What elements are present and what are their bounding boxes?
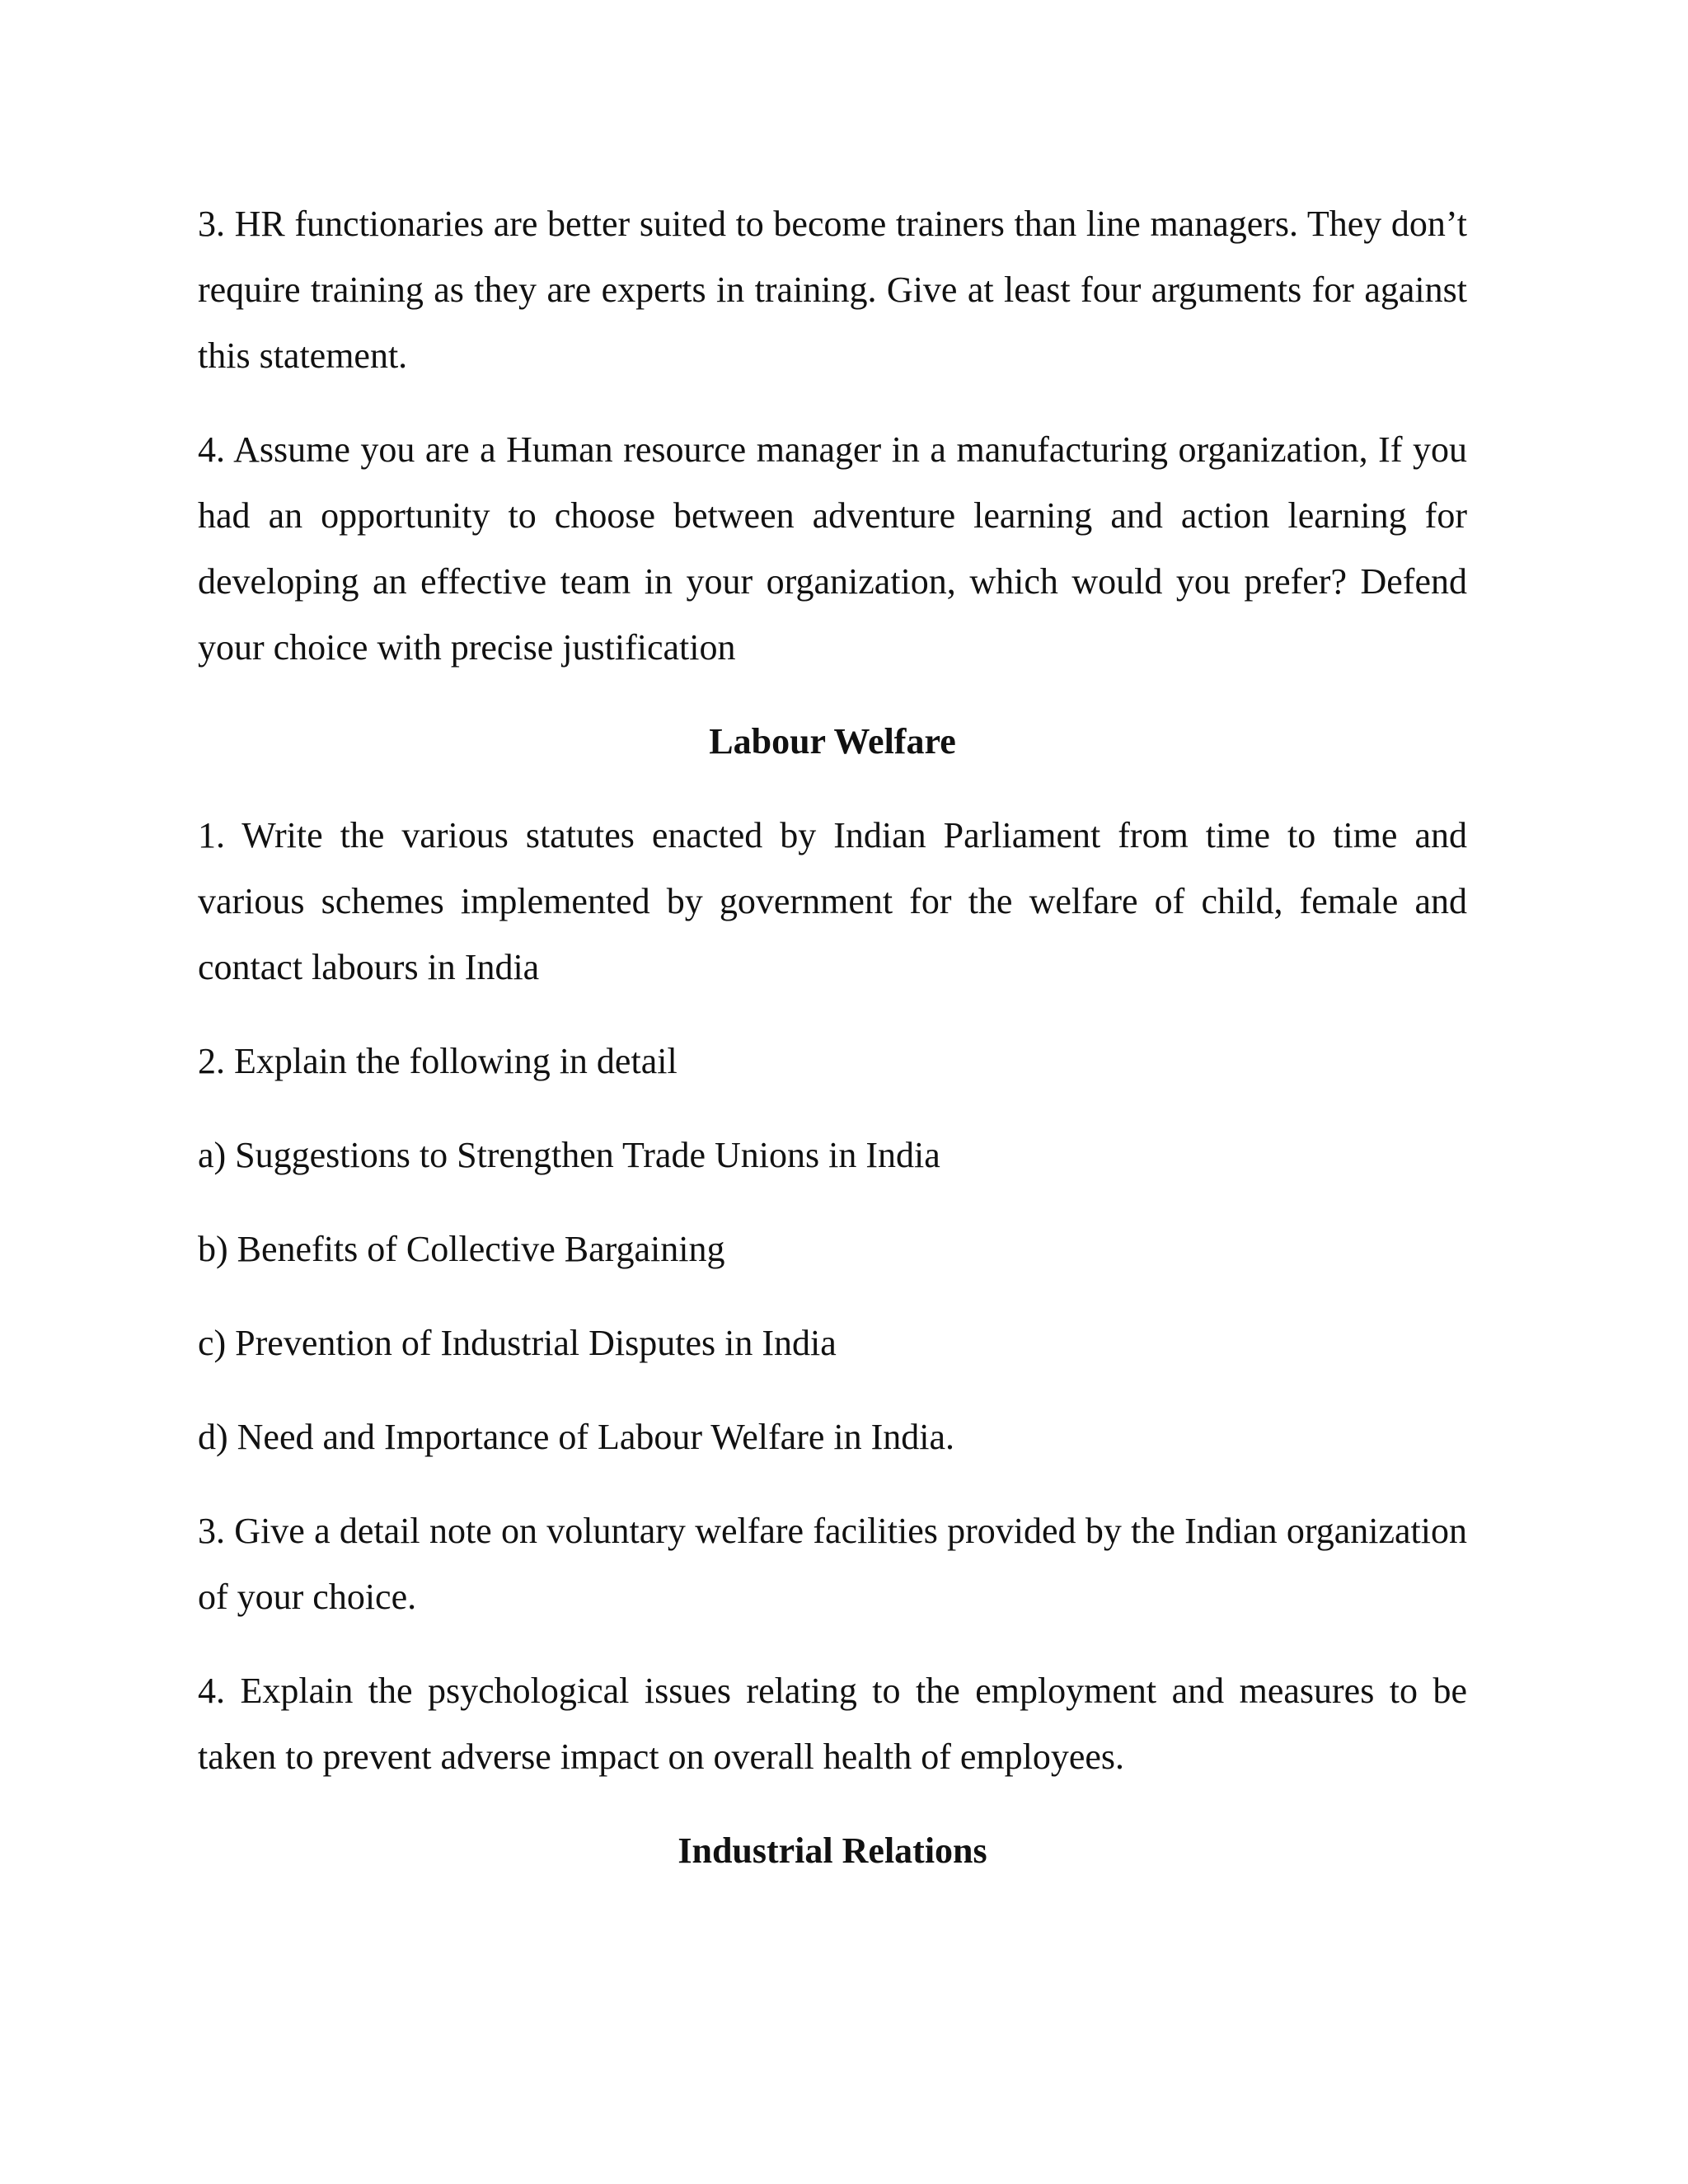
- labour-welfare-question-3: 3. Give a detail note on voluntary welfare facilities provided by the Indian organization of your choice.: [198, 1511, 1467, 1617]
- section-heading-industrial-relations: Industrial Relations: [678, 1830, 987, 1871]
- labour-welfare-question-2b: b) Benefits of Collective Bargaining: [198, 1229, 725, 1269]
- labour-welfare-question-1: 1. Write the various statutes enacted by Indian Parliament from time to time and various schemes implemented by government for the welfare of child, female and contact labours in India: [198, 815, 1467, 987]
- labour-welfare-question-2a: a) Suggestions to Strengthen Trade Unions in India: [198, 1135, 940, 1175]
- document-page: [198, 191, 1467, 1912]
- labour-welfare-question-2d: d) Need and Importance of Labour Welfare in India.: [198, 1417, 955, 1457]
- question-3-hr-trainers: 3. HR functionaries are better suited to become trainers than line managers. They don’t require training as they are experts in training. Give at least four arguments for against this statement.: [198, 204, 1467, 376]
- labour-welfare-question-4: 4. Explain the psychological issues relating to the employment and measures to be taken to prevent adverse impact on overall health of employees.: [198, 1671, 1467, 1777]
- labour-welfare-question-2: 2. Explain the following in detail: [198, 1041, 678, 1081]
- labour-welfare-question-2c: c) Prevention of Industrial Disputes in India: [198, 1323, 837, 1363]
- question-4-adventure-vs-action-learning: 4. Assume you are a Human resource manager in a manufacturing organization, If you had an opportunity to choose between adventure learning and action learning for developing an effective team in your organization, which would you prefer? Defend your choice with precise justification: [198, 429, 1467, 668]
- section-heading-labour-welfare: Labour Welfare: [709, 721, 956, 762]
